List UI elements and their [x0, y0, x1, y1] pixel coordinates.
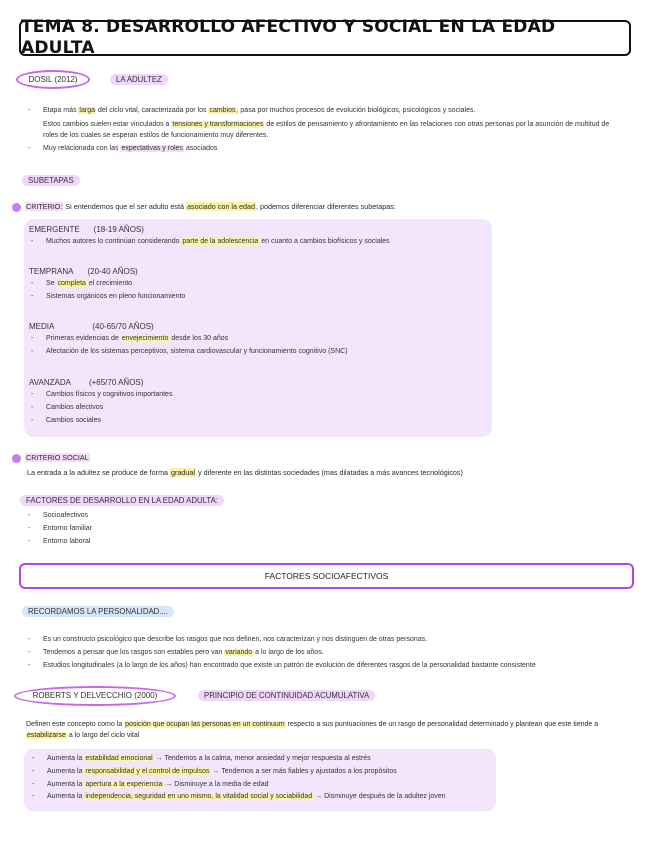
heading-factores [20, 496, 224, 506]
heading-recordamos [22, 607, 174, 617]
highlight: gradual [171, 467, 196, 477]
t: desde los 30 años [169, 335, 229, 342]
stage-name: EMERGENTE [29, 225, 80, 234]
t: Se [46, 280, 57, 287]
section-box-socioafectivos [19, 563, 634, 589]
intro-bullet-1 [26, 107, 616, 116]
stage-bullet [29, 280, 489, 289]
principio-text [26, 719, 631, 741]
t: Muy relacionada con las [43, 145, 121, 153]
t: La entrada a la adultez se produce de forma [27, 467, 171, 477]
stage-name: MEDIA [29, 322, 55, 331]
highlight: expectativas y roles [121, 145, 183, 153]
t: asociados [183, 145, 218, 153]
heading-principio-text: PRINCIPIO DE CONTINUIDAD ACUMULATIVA [198, 690, 375, 701]
stage-bullet: - Sistemas orgánicos en pleno funcionamiento [29, 293, 489, 302]
heading-adultez-text: LA ADULTEZ [110, 74, 168, 85]
personalidad-bullet: - Es un constructo psicológico que describe los rasgos que nos definen, nos caracterizan y nos distinguen de otras personas. [26, 636, 636, 645]
factores-list [26, 512, 326, 550]
stage-header [29, 225, 489, 235]
highlight: parte de la adolescencia [182, 238, 259, 245]
aumenta-item [30, 781, 490, 790]
aumenta-item [30, 755, 490, 764]
t: Si entendemos que el ser adulto está [63, 202, 187, 211]
stage-avanzada [29, 378, 489, 429]
intro-continuation [26, 120, 616, 142]
reference-roberts-text: ROBERTS Y DELVECCHIO (2000) [32, 691, 158, 700]
stage-header [29, 322, 489, 332]
t: → Disminuye a la media de edad [163, 780, 269, 788]
highlight: cambios [209, 107, 236, 114]
stage-age: (18-19 AÑOS) [93, 225, 144, 234]
t: y diferente en las distintas sociedades (mas dilatadas a más avances tecnológicos) [196, 467, 463, 477]
t: de estilos de pensamiento y afrontamiento en las relaciones con otras personas por la asunción de multitud de roles de los cuales se esperan estilos de funcionamiento muy diferentes. [43, 120, 610, 139]
highlight: estabilidad emocional [85, 755, 153, 762]
stage-bullet [29, 238, 489, 247]
stage-header [29, 267, 489, 277]
highlight: responsabilidad y el control de impulsos [85, 767, 210, 775]
factor-item: - Entorno laboral [26, 538, 326, 547]
t: , podemos diferenciar diferentes subetapas: [255, 202, 396, 211]
stage-age: (40-65/70 AÑOS) [92, 322, 154, 331]
t: → Disminuye después de la adultez joven [313, 793, 446, 801]
t: Estos cambios suelen estar vinculados a [43, 120, 172, 128]
title-box [19, 16, 631, 58]
stage-bullet: - Cambios sociales [29, 417, 489, 426]
highlight: asociado con la edad [187, 202, 255, 211]
t: Primeras evidencias de [46, 335, 121, 342]
factor-item: - Entorno familiar [26, 525, 326, 534]
stage-emergente [29, 225, 489, 251]
t: Etapa más [43, 107, 79, 114]
intro-bullet-2 [26, 145, 616, 154]
highlight: posición que ocupan las personas en un continuum [125, 721, 285, 728]
t: Aumenta la [47, 767, 85, 775]
heading-adultez [110, 75, 168, 85]
page-title: TEMA 8. DESARROLLO AFECTIVO Y SOCIAL EN LA EDAD ADULTA [21, 16, 556, 58]
t: , pasa por muchos procesos de evolución biológicos, psicológicos y sociales. [236, 107, 476, 114]
highlight: estabilizarse [27, 732, 66, 740]
heading-subetapas [22, 176, 80, 186]
t: → Tendemos a la calma, menor ansiedad y mejor respuesta al estrés [153, 755, 371, 762]
stage-media [29, 322, 489, 361]
personalidad-bullet: - Estudios longitudinales (a lo largo de los años) han encontrado que existe un patrón de evolución de diferentes rasgos de la personalidad bastante consistente [26, 662, 636, 671]
bullet-dot [12, 203, 21, 212]
aumenta-item [30, 768, 490, 777]
stage-age: (+65/70 AÑOS) [88, 378, 144, 387]
t: del ciclo vital, caracterizada por los [96, 107, 209, 114]
t: → Tendemos a ser más fiables y ajustados a los propósitos [210, 767, 397, 775]
reference-dosil [16, 70, 90, 89]
highlight: envejecimiento [121, 335, 169, 342]
reference-dosil-text: DOSIL (2012) [28, 74, 78, 84]
aumenta-item [30, 793, 490, 802]
stage-bullet: - Cambios físicos y cognitivos importantes [29, 391, 489, 400]
heading-factores-text: FACTORES DE DESARROLLO EN LA EDAD ADULTA: [20, 495, 224, 506]
section-box-title: FACTORES SOCIOAFECTIVOS [264, 570, 389, 581]
highlight: variando [225, 648, 253, 656]
personalidad-bullet [26, 649, 636, 658]
stage-temprana [29, 267, 489, 306]
t: Aumenta la [47, 780, 85, 788]
criterio-edad [12, 202, 632, 212]
t: Definen este concepto como la [26, 721, 125, 728]
t: Tendemos a pensar que los rasgos son estables pero van [43, 648, 225, 656]
t: Muchos autores lo continúan considerando [46, 238, 182, 245]
highlight: independencia, seguridad en uno mismo, la vitalidad social y sociabilidad [85, 793, 313, 801]
criterio-social-text [12, 468, 632, 477]
stage-bullet: - Afectación de los sistemas perceptivos, sistema cardiovascular y funcionamiento cognitivo (SNC) [29, 348, 489, 357]
heading-subetapas-text: SUBETAPAS [22, 175, 80, 186]
t: Aumenta la [47, 755, 85, 762]
criterio-label: CRITERIO SOCIAL [26, 453, 89, 462]
heading-principio [198, 691, 375, 701]
aumenta-panel [24, 749, 496, 811]
t: Aumenta la [47, 793, 85, 801]
t: el crecimiento [86, 280, 133, 287]
t: a lo largo del ciclo vital [66, 732, 140, 740]
criterio-social [12, 453, 632, 477]
stage-bullet [29, 335, 489, 344]
personalidad-list [26, 636, 636, 674]
stage-name: TEMPRANA [29, 267, 74, 276]
stage-bullet: - Cambios afectivos [29, 404, 489, 413]
t: a lo largo de los años. [253, 648, 324, 656]
factor-item: - Socioafectivos [26, 512, 326, 521]
highlight: apertura a la experiencia [85, 780, 163, 788]
criterio-label: CRITERIO: [26, 202, 63, 211]
stage-age: (20-40 AÑOS) [87, 267, 138, 276]
highlight: larga [79, 107, 95, 114]
intro-section [26, 107, 616, 158]
t: respecto a sus puntuaciones de un rasgo de personalidad determinado y plantean que este tiende a [285, 721, 599, 728]
stage-header [29, 378, 489, 388]
t: en cuanto a cambios biofísicos y sociales [259, 238, 390, 245]
highlight: tensiones y transformaciones [172, 120, 264, 128]
stage-name: AVANZADA [29, 378, 71, 387]
reference-roberts [14, 686, 176, 706]
heading-recordamos-text: RECORDAMOS LA PERSONALIDAD.... [22, 606, 174, 617]
highlight: completa [57, 280, 86, 287]
bullet-dot [12, 454, 21, 463]
